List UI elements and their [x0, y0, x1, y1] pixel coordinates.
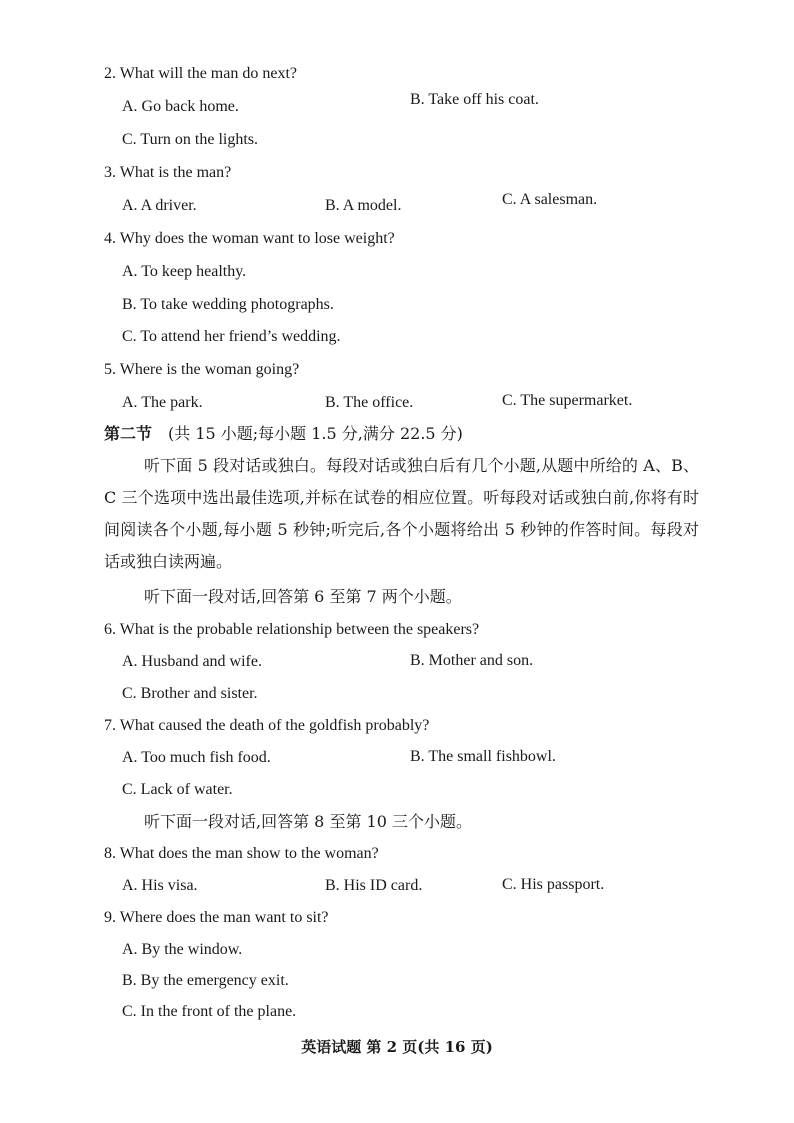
- dialogue-instruction-8-10: 听下面一段对话,回答第 8 至第 10 三个小题。: [144, 812, 472, 831]
- q7-option-a: A. Too much fish food.: [122, 749, 271, 766]
- q5-option-c: C. The supermarket.: [502, 392, 633, 409]
- q3-option-a: A. A driver.: [122, 197, 197, 214]
- question-9: 9. Where does the man want to sit?: [104, 909, 329, 926]
- section-instructions: 听下面 5 段对话或独白。每段对话或独白后有几个小题,从题中所给的 A、B、C 三个选项中选出最佳选项,并标在试卷的相应位置。听每段对话或独白前,你将有时间阅读各个小题,每小题 5 秒钟;听完后,各个小题将给出 5 秒钟的作答时间。每段对话或独白读两遍。: [104, 456, 699, 571]
- section-heading: 第二节: [104, 424, 153, 443]
- question-3: 3. What is the man?: [104, 164, 232, 181]
- q8-option-b: B. His ID card.: [325, 877, 423, 894]
- question-8: 8. What does the man show to the woman?: [104, 845, 379, 862]
- q2-option-c: C. Turn on the lights.: [122, 131, 259, 148]
- question-2: 2. What will the man do next?: [104, 65, 297, 82]
- q9-option-c: C. In the front of the plane.: [122, 1003, 297, 1020]
- q7-option-b: B. The small fishbowl.: [410, 748, 556, 765]
- question-4: 4. Why does the woman want to lose weight?: [104, 230, 395, 247]
- q2-option-b: B. Take off his coat.: [410, 91, 539, 108]
- question-6: 6. What is the probable relationship between the speakers?: [104, 621, 480, 638]
- section-scoring: (共 15 小题;每小题 1.5 分,满分 22.5 分): [168, 424, 463, 443]
- q5-option-b: B. The office.: [325, 394, 414, 411]
- dialogue-instruction-6-7: 听下面一段对话,回答第 6 至第 7 两个小题。: [144, 587, 462, 606]
- question-7: 7. What caused the death of the goldfish probably?: [104, 717, 430, 734]
- q2-option-a: A. Go back home.: [122, 98, 239, 115]
- q7-option-c: C. Lack of water.: [122, 781, 233, 798]
- q6-option-b: B. Mother and son.: [410, 652, 534, 669]
- q9-option-a: A. By the window.: [122, 941, 243, 958]
- q3-option-b: B. A model.: [325, 197, 402, 214]
- q6-option-a: A. Husband and wife.: [122, 653, 262, 670]
- q4-option-b: B. To take wedding photographs.: [122, 296, 334, 313]
- question-5: 5. Where is the woman going?: [104, 361, 300, 378]
- q6-option-c: C. Brother and sister.: [122, 685, 258, 702]
- q4-option-a: A. To keep healthy.: [122, 263, 247, 280]
- q8-option-c: C. His passport.: [502, 876, 605, 893]
- q5-option-a: A. The park.: [122, 394, 203, 411]
- page-footer: 英语试题 第 2 页(共 16 页): [301, 1038, 493, 1056]
- q8-option-a: A. His visa.: [122, 877, 198, 894]
- q4-option-c: C. To attend her friend’s wedding.: [122, 328, 341, 345]
- q9-option-b: B. By the emergency exit.: [122, 972, 289, 989]
- q3-option-c: C. A salesman.: [502, 191, 598, 208]
